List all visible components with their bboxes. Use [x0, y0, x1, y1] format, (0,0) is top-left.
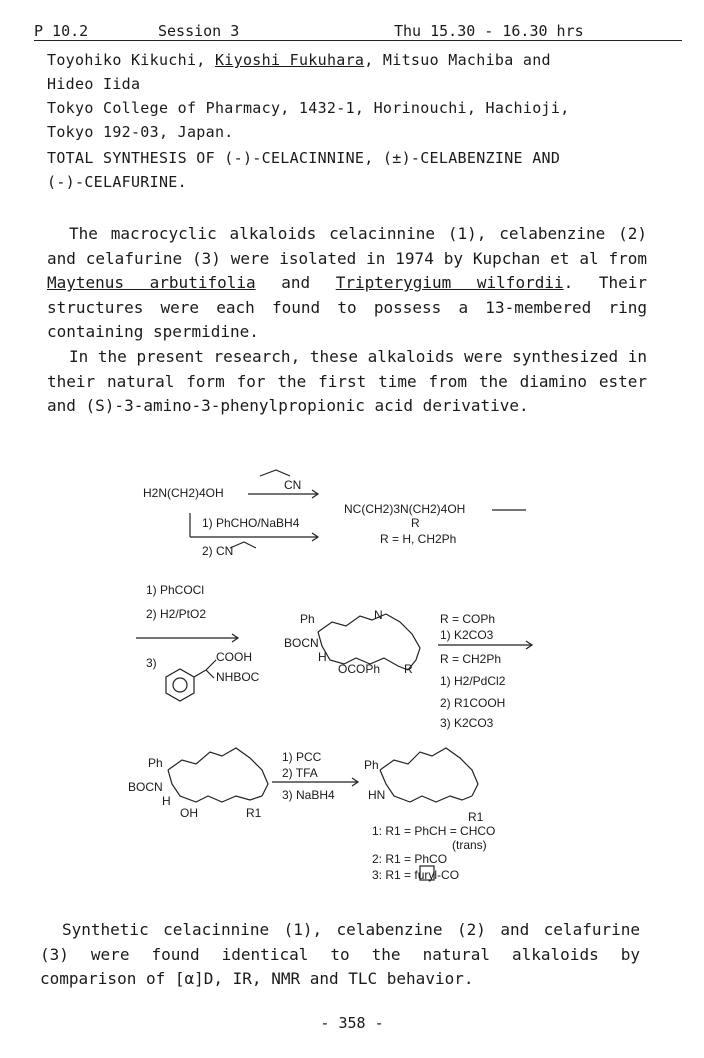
route-k2co3: 1) K2CO3 — [440, 628, 494, 642]
p-r1: R1 — [468, 810, 484, 824]
conclusion — [40, 918, 640, 992]
session-time: Thu 15.30 - 16.30 hrs — [394, 22, 584, 40]
affiliation-line-1: Tokyo College of Pharmacy, 1432-1, Horinouchi, Hachioji, — [47, 99, 570, 117]
mid-ph: Ph — [300, 612, 315, 626]
mid-amide-n: N — [374, 608, 383, 622]
mid-ocoph: OCOPh — [338, 662, 381, 676]
c-step-nabh4: 3) NaBH4 — [282, 788, 335, 802]
c-step-tfa: 2) TFA — [282, 766, 318, 780]
route-r-coph: R = COPh — [440, 612, 496, 626]
acid-nhboc: NHBOC — [216, 670, 260, 684]
page-number: - 358 - — [320, 1014, 384, 1032]
para1-text-a: The macrocyclic alkaloids celacinnine (1), celabenzine (2) and celafurine (3) were isolated in 1974 by Kupchan et al from — [47, 224, 647, 268]
species-maytenus: Maytenus arbutifolia — [47, 273, 256, 293]
route-r-ch2ph: R = CH2Ph — [440, 652, 502, 666]
product-3-def: 3: R1 = furyl-CO — [372, 868, 460, 882]
author-rest: , Mitsuo Machiba and — [364, 51, 551, 69]
product-2-def: 2: R1 = PhCO — [372, 852, 448, 866]
acrylonitrile-label: CN — [284, 478, 302, 492]
c-ph: Ph — [148, 756, 163, 770]
step-acrylonitrile: 2) CN — [202, 544, 234, 558]
c-bocn: BOCN — [128, 780, 163, 794]
title-line-2: (-)-CELAFURINE. — [47, 173, 187, 191]
session-label: Session 3 — [158, 22, 240, 40]
p-ph: Ph — [364, 758, 379, 772]
route-acylation: 2) R1COOH — [440, 696, 506, 710]
route-k2co3-2: 3) K2CO3 — [440, 716, 494, 730]
paragraph-3: Synthetic celacinnine (1), celabenzine (2) and celafurine (3) were found identical to the natural alkaloids by comparison of [α]D, IR, NMR and TLC behavior. — [40, 920, 640, 989]
authors-line-2: Hideo Iida — [47, 75, 141, 93]
author-1: Toyohiko Kikuchi, — [47, 51, 215, 69]
paragraph-2: In the present research, these alkaloids were synthesized in their natural form for the first time from the diamino ester and (S)-3-amino-3-phenylpropionic acid derivative. — [47, 346, 647, 416]
start-amine: H2N(CH2)4OH — [143, 486, 224, 500]
mid-r: R — [404, 662, 413, 676]
p-hn: HN — [368, 788, 386, 802]
author-presenting: Kiyoshi Fukuhara — [214, 51, 365, 69]
c-oh: OH — [180, 806, 198, 820]
mid-h: H — [318, 650, 327, 664]
cond-benzoylation: 1) PhCOCl — [146, 583, 205, 597]
step-reductive-amination: 1) PhCHO/NaBH4 — [202, 516, 300, 530]
product-nitrile-r: R — [411, 516, 420, 530]
cond-coupling: 3) — [146, 656, 157, 670]
c-r1: R1 — [246, 806, 262, 820]
title-line-1: TOTAL SYNTHESIS OF (-)-CELACINNINE, (±)-CELABENZINE AND — [47, 149, 561, 167]
mid-bocn: BOCN — [284, 636, 319, 650]
species-tripterygium: Tripterygium wilfordii — [335, 273, 564, 293]
product-1-def: 1: R1 = PhCH = CHCO — [372, 824, 496, 838]
c-h: H — [162, 794, 171, 808]
paper-code: P 10.2 — [34, 22, 89, 40]
product-1-trans: (trans) — [452, 838, 487, 852]
cond-hydrogenation: 2) H2/PtO2 — [146, 607, 207, 621]
para1-text-c: . Their structures were each found to possess a 13-membered ring containing spermidine. — [47, 273, 648, 342]
para1-text-b: and — [255, 273, 336, 293]
product-nitrile: NC(CH2)3N(CH2)4OH — [344, 502, 466, 516]
acid-cooh: COOH — [216, 650, 252, 664]
route-hydrogenolysis: 1) H2/PdCl2 — [440, 674, 506, 688]
product-r-definition: R = H, CH2Ph — [380, 532, 457, 546]
affiliation-line-2: Tokyo 192-03, Japan. — [47, 123, 234, 141]
c-step-pcc: 1) PCC — [282, 750, 322, 764]
